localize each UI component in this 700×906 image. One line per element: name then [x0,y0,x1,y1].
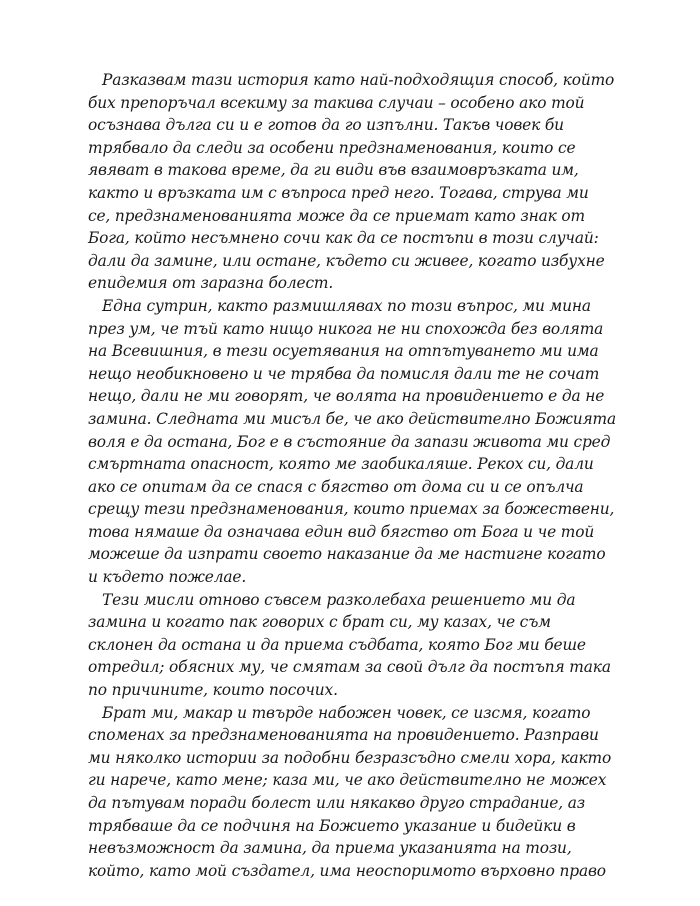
text-line: трябваше да се подчиня на Божието указание и бидейки в [88,816,576,835]
body-text [88,69,622,882]
text-line: се, предзнаменованията може да се приемат като знак от [88,206,585,225]
paragraph [88,589,622,702]
text-line: дали да замине, или остане, където си живее, когато избухне [88,251,605,270]
text-line: нещо, дали не ми говорят, че волята на провидението е да не [88,387,605,406]
text-line: на Всевишния, в тези осуетявания на отпътуването ми има [88,342,599,361]
text-line: през ум, че тъй като нищо никога не ни спохожда без волята [88,319,604,338]
text-line: осъзнава дълга си и е готов да го изпълни. Такъв човек би [88,116,564,135]
text-line: ги нарече, като мене; каза ми, че ако действително не можех [88,771,607,790]
text-line: ми няколко истории за подобни безразсъдно смели хора, както [88,748,612,767]
text-line: нещо необикновено и че трябва да помисля дали те не сочат [88,364,600,383]
text-line: Брат ми, макар и твърде набожен човек, се изсмя, когато [102,703,591,722]
text-line: замина и когато пак говорих с брат си, му казах, че съм [88,613,551,632]
text-line: Разказвам тази история като най-подходящия способ, който [102,71,615,89]
text-line: ако се опитам да се спася с бягство от дома си и се опълча [88,477,584,496]
text-line: явяват в такова време, да ги види във взаимовръзката им, [88,161,579,180]
text-line: отредил; обясних му, че смятам за свой дълг да постъпя така [88,658,611,677]
text-line: можеше да изпрати своето наказание да ме настигне когато [88,545,606,564]
text-line: както и връзката им с въпроса пред него. Тогава, струва ми [88,183,589,202]
paragraph [88,69,622,295]
text-line: смъртната опасност, която ме заобикаляше. Рекох си, дали [88,455,594,474]
paragraph [88,295,622,589]
text-line: който, като мой създател, има неоспоримото върховно право [88,861,606,880]
text-line: споменах за предзнаменованията на провидението. Разправи [88,726,599,745]
paragraph [88,702,622,883]
text-line: замина. Следната ми мисъл бе, че ако действително Божията [88,409,616,428]
text-line: епидемия от заразна болест. [88,274,334,293]
text-line: Една сутрин, както размишлявах по този въпрос, ми мина [102,296,591,315]
text-line: това нямаше да означава един вид бягство от Бога и че той [88,522,595,541]
text-line: по причините, които посочих. [88,681,338,700]
text-line: Тези мисли отново съвсем разколебаха решението ми да [102,590,576,609]
text-line: Бога, който несъмнено сочи как да се постъпи в този случай: [88,229,599,248]
text-line: воля е да остана, Бог е в състояние да запази живота ми сред [88,432,611,451]
text-line: срещу тези предзнаменования, които приемах за божествени, [88,500,615,519]
text-line: бих препоръчал всекиму за такива случаи – особено ако той [88,93,585,112]
text-line: трябвало да следи за особени предзнаменования, които се [88,138,576,157]
text-line: да пътувам поради болест или някакво друго страдание, аз [88,794,586,812]
text-line: невъзможност да замина, да приема указанията на този, [88,839,572,858]
text-line: и където пожелае. [88,568,247,587]
text-line: склонен да остана и да приема съдбата, която Бог ми беше [88,635,586,654]
